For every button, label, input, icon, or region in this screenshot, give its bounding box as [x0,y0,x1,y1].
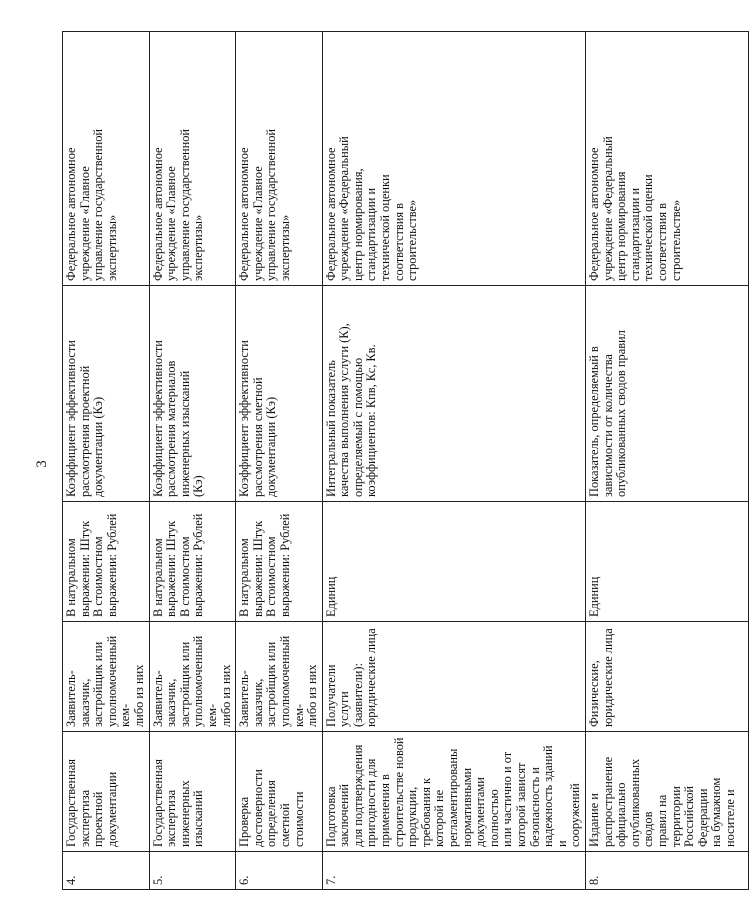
table-row [149,32,236,890]
recipients-cell: Заявитель-заказчик, застройщик или уполномоченный кем- либо из них [63,622,150,732]
quality-indicator-cell: Интегральный показатель качества выполнения услуги (К), определяемый с помощью коэффициентов: Кпв, Кс, Кв. [322,286,585,502]
table-row [236,32,323,890]
services-table [62,31,749,890]
units-cell: Единиц [322,502,585,622]
provider-cell: Федеральное автономное учреждение «Главное управление государственной экспертизы» [63,32,150,286]
page-number: 3 [34,460,50,468]
rotated-table-container [62,32,737,890]
row-number-cell: 8. [585,852,748,890]
quality-indicator-cell: Коэффициент эффективности рассмотрения сметной документации (Кэ) [236,286,323,502]
units-cell: В натуральном выражении: Штук В стоимостном выражении: Рублей [149,502,236,622]
units-cell: В натуральном выражении: Штук В стоимостном выражении: Рублей [236,502,323,622]
recipients-cell: Физические, юридические лица [585,622,748,732]
service-name-cell: Издание и распространение официально опубликованных сводов правил на территории Российской Федерации на бумажном носителе и [585,732,748,852]
row-number-cell: 4. [63,852,150,890]
row-number-cell: 6. [236,852,323,890]
table-row [585,32,748,890]
provider-cell: Федеральное автономное учреждение «Главное управление государственной экспертизы» [236,32,323,286]
row-number-cell: 7. [322,852,585,890]
quality-indicator-cell: Коэффициент эффективности рассмотрения проектной документации (Кэ) [63,286,150,502]
quality-indicator-cell: Коэффициент эффективности рассмотрения материалов инженерных изысканий (Кэ) [149,286,236,502]
units-cell: В натуральном выражении: Штук В стоимостном выражении: Рублей [63,502,150,622]
units-cell: Единиц [585,502,748,622]
service-name-cell: Государственная экспертиза инженерных изысканий [149,732,236,852]
service-name-cell: Проверка достоверности определения сметной стоимости [236,732,323,852]
recipients-cell: Заявитель-заказчик, застройщик или уполномоченный кем- либо из них [149,622,236,732]
provider-cell: Федеральное автономное учреждение «Федеральный центр нормирования, стандартизации и технической оценки соответствия в строительстве» [322,32,585,286]
quality-indicator-cell: Показатель, определяемый в зависимости от количества опубликованных сводов правил [585,286,748,502]
table-row [63,32,150,890]
recipients-cell: Получатели услуги (заявители): юридические лица [322,622,585,732]
provider-cell: Федеральное автономное учреждение «Федеральный центр нормирования стандартизации и технической оценки соответствия в строительстве» [585,32,748,286]
provider-cell: Федеральное автономное учреждение «Главное управление государственной экспертизы» [149,32,236,286]
recipients-cell: Заявитель-заказчик, застройщик или уполномоченный кем- либо из них [236,622,323,732]
table-row [322,32,585,890]
service-name-cell: Подготовка заключений для подтверждения пригодности для применения в строительстве новой продукции, требования к которой не регламентированы нормативными документами полностью или частично и от которой зависят безопасность и надежность зданий и сооружений [322,732,585,852]
row-number-cell: 5. [149,852,236,890]
service-name-cell: Государственная экспертиза проектной документации [63,732,150,852]
